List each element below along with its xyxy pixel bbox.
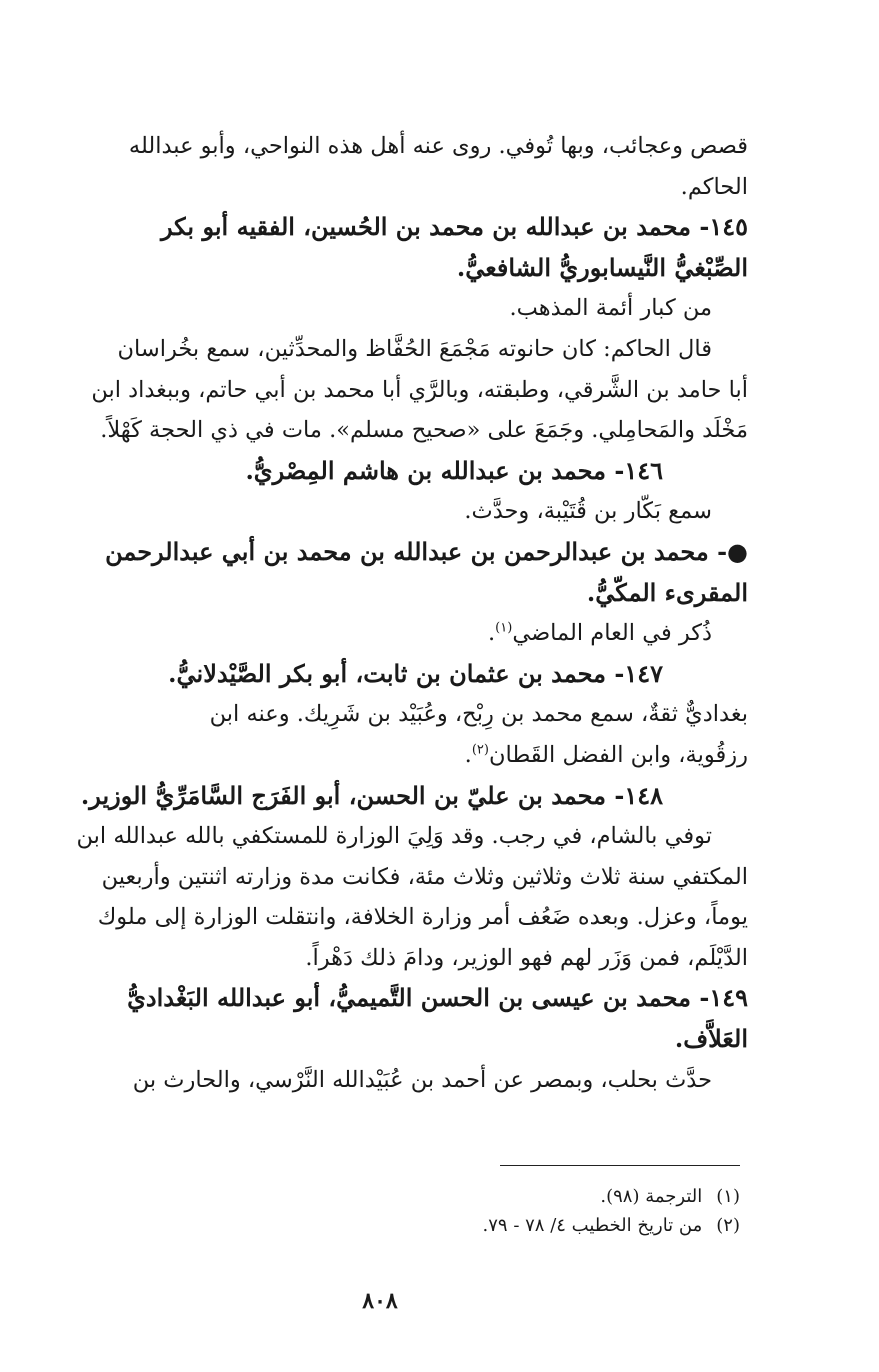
text-line [28,370,748,411]
line-text: الصِّبْغيُّ النَّيسابوريُّ الشافعيُّ. [456,252,748,282]
line-text: الحاكم. [680,173,748,200]
entry-heading-line [28,248,748,289]
line-text: ١٤٨- محمد بن عليّ بن الحسن، أبو الفَرَج السَّامَرِّيُّ الوزير. [80,780,663,810]
entry-heading-line [28,978,748,1019]
footnote-separator [500,1165,740,1166]
footnote-reference: (١) [495,620,513,636]
line-text: ١٤٥- محمد بن عبدالله بن محمد بن الحُسين، الفقيه أبو بكر [160,212,748,242]
entry-heading-line [28,451,748,492]
line-text: سمع بَكّار بن قُتَيْبة، وحدَّث. [464,498,712,525]
line-tail: . [488,620,496,647]
line-tail: . [464,741,472,768]
page-number: ٨٠٨ [362,1288,398,1314]
footnote [300,1182,740,1211]
text-line [28,816,748,857]
text-line [28,288,748,329]
line-text: المقرىء المكّيُّ. [586,577,748,607]
text-line [28,857,748,898]
footnote-text: من تاريخ الخطيب ٤/ ٧٨ - ٧٩. [482,1215,703,1236]
line-text: رزقُوية، وابن الفضل القَطان [488,741,748,768]
line-text: قصص وعجائب، وبها تُوفي. روى عنه أهل هذه النواحي، وأبو عبدالله [128,133,748,159]
text-line [28,167,748,208]
line-text: توفي بالشام، في رجب. وقد وَلِيَ الوزارة للمستكفي بالله عبدالله ابن [76,823,712,850]
entry-heading-line [28,1019,748,1060]
footnote-reference: (٢) [471,742,489,758]
line-text: حدَّث بحلب، وبمصر عن أحمد بن عُبَيْدالله النَّرْسي، والحارث بن [132,1066,712,1093]
footnote-number: (١) [716,1186,740,1207]
text-line [28,491,748,532]
line-text: يوماً، وعزل. وبعده ضَعُف أمر وزارة الخلافة، وانتقلت الوزارة إلى ملوك [97,904,748,931]
line-text: ذُكر في العام الماضي [512,620,712,647]
entry-heading-line [28,573,748,614]
line-text: قال الحاكم: كان حانوته مَجْمَعَ الحُفَّاظ والمحدِّثين، سمع بخُراسان [117,335,712,362]
text-line [28,938,748,979]
line-text: ١٤٧- محمد بن عثمان بن ثابت، أبو بكر الصَّيْدلانيُّ. [168,658,663,688]
line-text: من كبار أئمة المذهب. [509,295,712,322]
footnote-number: (٢) [716,1215,740,1236]
text-line [28,694,748,735]
entry-heading-line [28,776,748,817]
line-text: ●- محمد بن عبدالرحمن بن عبدالله بن محمد بن أبي عبدالرحمن [105,536,748,566]
line-text: المكتفي سنة ثلاث وثلاثين وثلاث مئة، فكانت مدة وزارته اثنتين وأربعين [101,863,748,890]
line-text: العَلاَّف. [674,1024,748,1054]
text-line [28,410,748,451]
text-line [28,897,748,938]
line-text: أبا حامد بن الشَّرقي، وطبقته، وبالرَّي أبا محمد بن أبي حاتم، وببغداد ابن [91,376,748,403]
text-line [28,126,748,167]
entry-heading-line [28,654,748,695]
footnote [300,1211,740,1240]
text-line [28,735,748,776]
line-text: بغداديٌّ ثقةٌ، سمع محمد بن رِبْح، وعُبَيْد بن شَرِيك. وعنه ابن [209,701,748,728]
text-line [28,1060,748,1101]
line-text: الدَّيْلَم، فمن وَزَر لهم فهو الوزير، ودامَ ذلك دَهْراً. [305,944,748,971]
line-text: مَخْلَد والمَحامِلي. وجَمَعَ على «صحيح مسلم». مات في ذي الحجة كَهْلاً. [100,417,748,444]
entry-heading-line [28,532,748,573]
line-text: ١٤٦- محمد بن عبدالله بن هاشم المِصْريُّ. [245,455,663,485]
text-line [28,613,748,654]
footnotes [300,1182,740,1240]
footnote-text: الترجمة (٩٨). [600,1186,703,1207]
main-text [28,126,748,1100]
line-text: ١٤٩- محمد بن عيسى بن الحسن التَّميميُّ، أبو عبدالله البَغْداديُّ [127,983,748,1013]
text-line [28,329,748,370]
entry-heading-line [28,207,748,248]
